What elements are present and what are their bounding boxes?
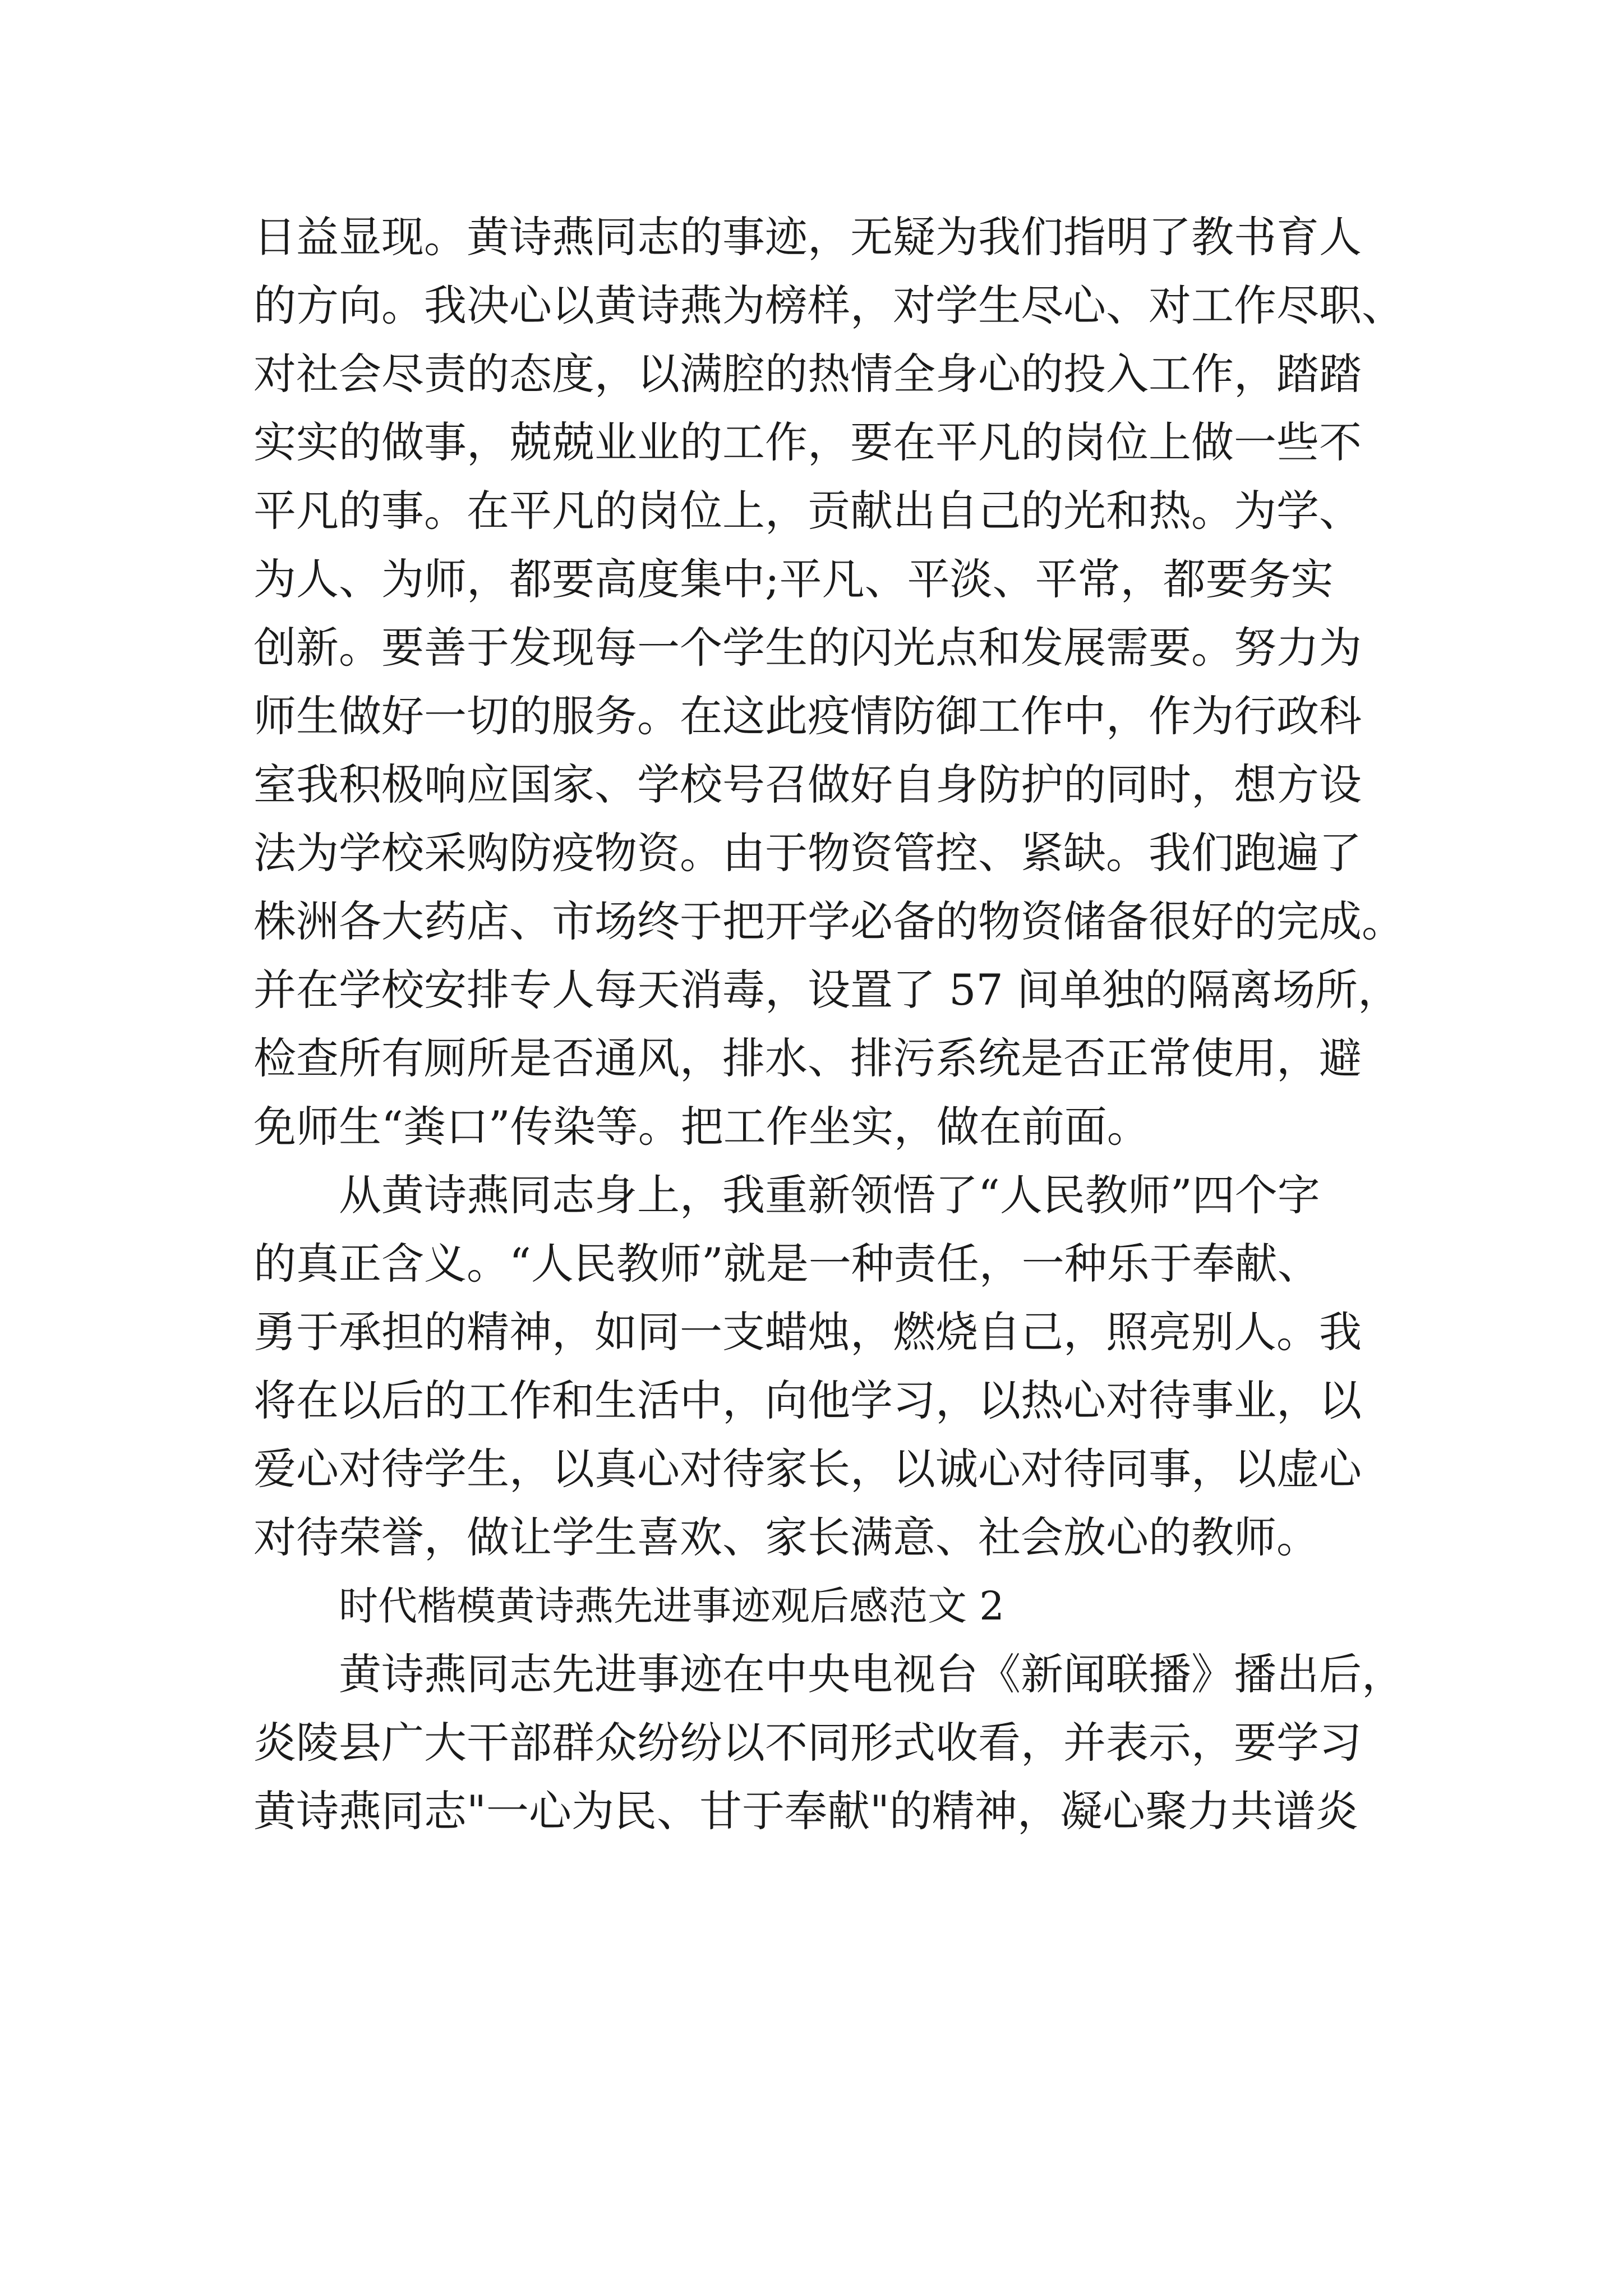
text-line: 从黄诗燕同志身上，我重新领悟了“人民教师”四个字: [339, 1170, 1320, 1220]
text-line: 师生做好一切的服务。在这此疫情防御工作中，作为行政科: [253, 691, 1362, 741]
text-line: 勇于承担的精神，如同一支蜡烛，燃烧自己，照亮别人。我: [253, 1307, 1362, 1357]
text-line: 检查所有厕所是否通风，排水、排污系统是否正常使用，避: [253, 1033, 1362, 1083]
text-line: 爱心对待学生，以真心对待家长，以诚心对待同事，以虚心: [253, 1444, 1362, 1494]
text-line: 法为学校采购防疫物资。由于物资管控、紧缺。我们跑遍了: [253, 828, 1362, 878]
text-line: 并在学校安排专人每天消毒，设置了 57 间单独的隔离场所，: [253, 965, 1401, 1015]
text-line: 对待荣誉，做让学生喜欢、家长满意、社会放心的教师。: [253, 1512, 1319, 1562]
text-line: 将在以后的工作和生活中，向他学习，以热心对待事业，以: [253, 1375, 1362, 1425]
text-line: 实实的做事，兢兢业业的工作，要在平凡的岗位上做一些不: [253, 417, 1362, 467]
text-line: 创新。要善于发现每一个学生的闪光点和发展需要。努力为: [253, 623, 1362, 673]
text-line: 平凡的事。在平凡的岗位上，贡献出自己的光和热。为学、: [253, 486, 1362, 536]
paragraph-1: [253, 203, 1404, 1161]
text-line: 为人、为师，都要高度集中;平凡、平淡、平常，都要务实: [253, 554, 1334, 604]
text-line: 黄诗燕同志先进事迹在中央电视台《新闻联播》播出后，: [339, 1649, 1404, 1699]
text-line: 黄诗燕同志"一心为民、甘于奉献"的精神，凝心聚力共谱炎: [253, 1786, 1358, 1836]
text-line: 炎陵县广大干部群众纷纷以不同形式收看，并表示，要学习: [253, 1718, 1362, 1768]
paragraph-3: [253, 1640, 1404, 1846]
text-line: 室我积极响应国家、学校号召做好自身防护的同时，想方设: [253, 760, 1362, 809]
text-line: 的真正含义。“人民教师”就是一种责任，一种乐于奉献、: [253, 1239, 1320, 1289]
text-line: 日益显现。黄诗燕同志的事迹，无疑为我们指明了教书育人: [253, 212, 1362, 262]
text-line: 株洲各大药店、市场终于把开学必备的物资储备很好的完成。: [253, 896, 1404, 946]
text-line: 免师生“粪口”传染等。把工作坐实，做在前面。: [253, 1102, 1150, 1152]
section-heading: 时代楷模黄诗燕先进事迹观后感范文 2: [339, 1583, 1004, 1629]
text-line: 对社会尽责的态度，以满腔的热情全身心的投入工作，踏踏: [253, 349, 1362, 399]
document-body: [253, 203, 1404, 1846]
paragraph-2: [253, 1161, 1386, 1572]
text-line: 的方向。我决心以黄诗燕为榜样，对学生尽心、对工作尽职、: [253, 280, 1404, 330]
